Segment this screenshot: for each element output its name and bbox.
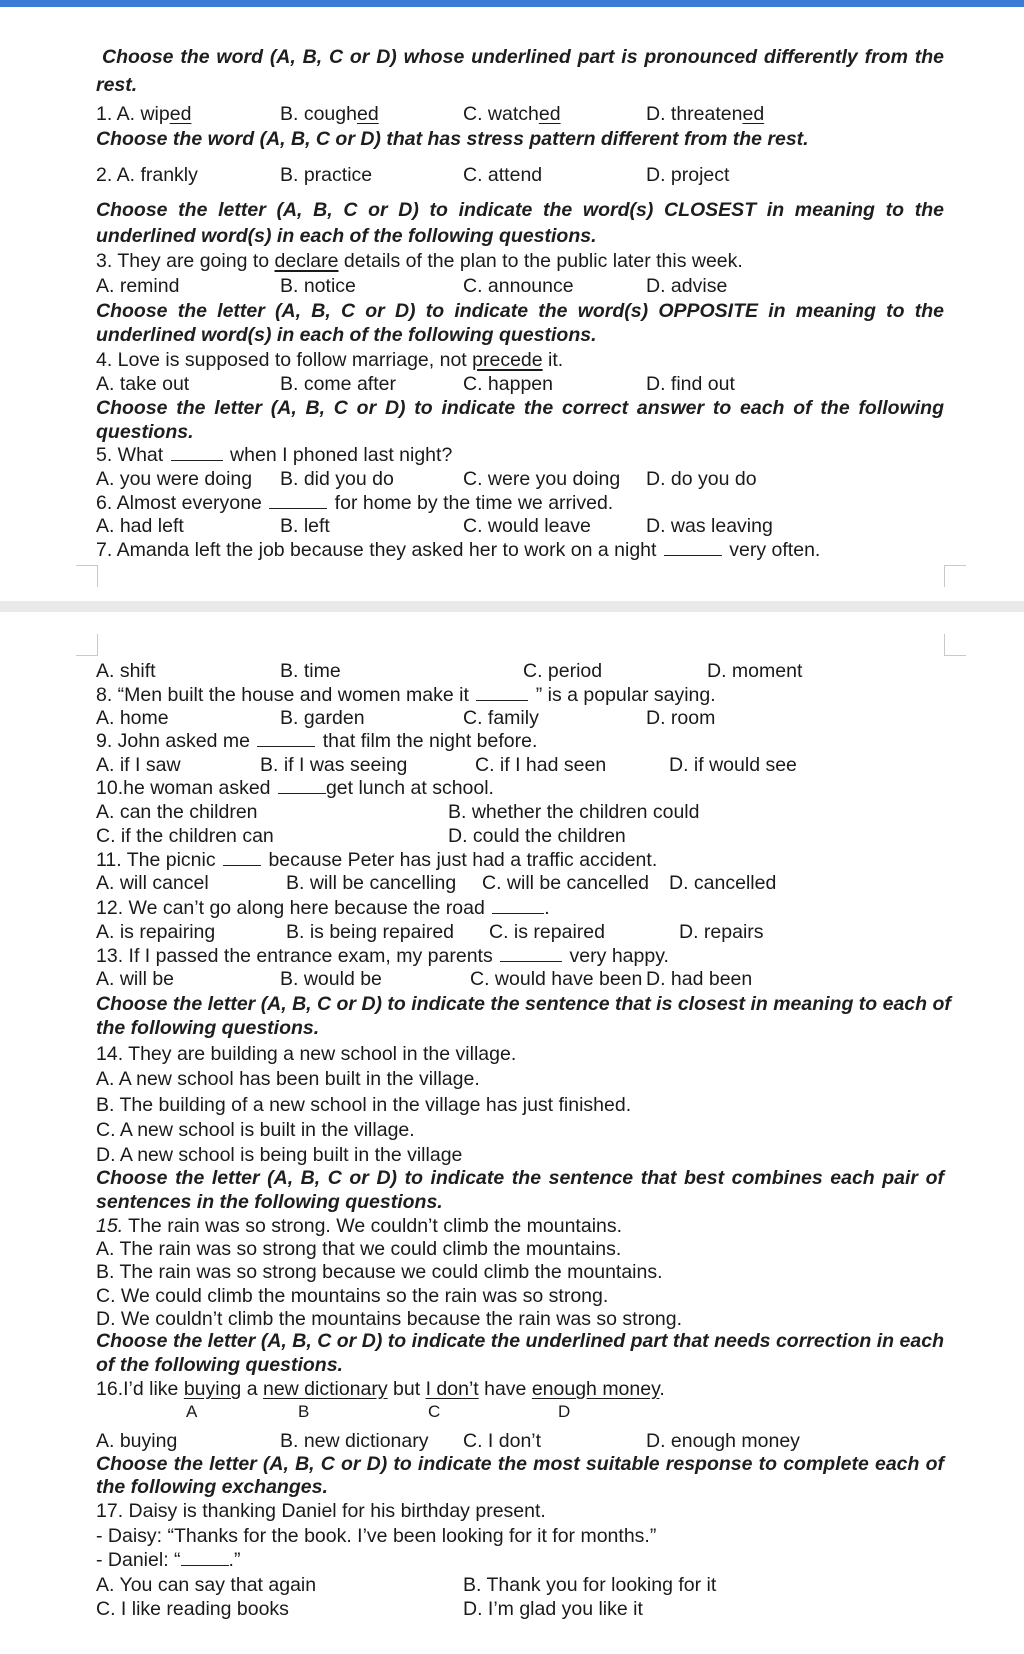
q17-daniel-line: - Daniel: “ .” [96,1549,241,1571]
q10-option-a: A. can the children [96,801,258,823]
instruction-correction: Choose the letter (A, B, C or D) to indicate the underlined part that needs correction in each [96,1330,944,1352]
q4-option-a: A. take out [96,373,190,395]
q15-option-a: A. The rain was so strong that we could climb the mountains. [96,1238,622,1260]
answer-blank [171,444,223,461]
q12-option-c: C. is repaired [489,921,605,943]
q8-option-c: C. family [463,707,539,729]
q12-option-d: D. repairs [679,921,764,943]
q1-option-c: C. watched [463,103,561,125]
q9-option-c: C. if I had seen [475,754,607,776]
instruction-correct-answer-cont: questions. [96,421,194,443]
q5-option-b: B. did you do [280,468,394,490]
q4-stem: 4. Love is supposed to follow marriage, not precede it. [96,349,564,371]
q8-option-d: D. room [646,707,716,729]
q15-option-b: B. The rain was so strong because we could climb the mountains. [96,1261,663,1283]
instruction-closest-cont: underlined word(s) in each of the following questions. [96,225,597,247]
q6-stem: 6. Almost everyone for home by the time we arrived. [96,492,614,514]
q16-option-b: B. new dictionary [280,1430,429,1452]
crop-mark [76,565,98,587]
q11-option-a: A. will cancel [96,872,209,894]
q13-option-c: C. would have been [470,968,643,990]
instruction-response: Choose the letter (A, B, C or D) to indicate the most suitable response to complete each of [96,1453,944,1475]
answer-blank [492,897,544,914]
q16-label-d: D [558,1402,571,1421]
q15-option-d: D. We couldn’t climb the mountains because the rain was so strong. [96,1308,683,1330]
crop-mark [76,634,98,656]
q12-option-a: A. is repairing [96,921,216,943]
q13-option-d: D. had been [646,968,753,990]
q14-option-c: C. A new school is built in the village. [96,1119,415,1141]
instruction-opposite-cont: underlined word(s) in each of the following questions. [96,324,597,346]
q17-option-a: A. You can say that again [96,1574,317,1596]
q7-option-d: D. moment [707,660,803,682]
q16-option-a: A. buying [96,1430,178,1452]
page-2 [0,612,1024,1654]
q14-stem: 14. They are building a new school in the village. [96,1043,517,1065]
q6-option-b: B. left [280,515,330,537]
q11-option-b: B. will be cancelling [286,872,457,894]
crop-mark [944,565,966,587]
q11-option-c: C. will be cancelled [482,872,649,894]
q3-stem: 3. They are going to declare details of the plan to the public later this week. [96,250,743,272]
instruction-opposite: Choose the letter (A, B, C or D) to indicate the word(s) OPPOSITE in meaning to the [96,300,944,322]
answer-blank [181,1549,229,1566]
q17-stem: 17. Daisy is thanking Daniel for his birthday present. [96,1500,546,1522]
q13-option-b: B. would be [280,968,382,990]
q17-option-b: B. Thank you for looking for it [463,1574,717,1596]
q8-option-a: A. home [96,707,169,729]
q10-option-d: D. could the children [448,825,626,847]
q10-option-c: C. if the children can [96,825,274,847]
q8-stem: 8. “Men built the house and women make it ” is a popular saying. [96,684,716,706]
instruction-combine: Choose the letter (A, B, C or D) to indicate the sentence that best combines each pair of [96,1167,944,1189]
q14-option-d: D. A new school is being built in the village [96,1144,463,1166]
instruction-combine-cont: sentences in the following questions. [96,1191,443,1213]
q6-option-d: D. was leaving [646,515,773,537]
q3-option-c: C. announce [463,275,574,297]
instruction-closest-sentence-cont: the following questions. [96,1017,320,1039]
q7-option-b: B. time [280,660,341,682]
q6-option-c: C. would leave [463,515,591,537]
q1-option-a: 1. A. wiped [96,103,192,125]
q7-option-c: C. period [523,660,603,682]
q14-option-b: B. The building of a new school in the village has just finished. [96,1094,632,1116]
q13-option-a: A. will be [96,968,175,990]
q5-option-d: D. do you do [646,468,757,490]
q4-option-b: B. come after [280,373,396,395]
instruction-correction-cont: of the following questions. [96,1354,343,1376]
q15-stem: 15. The rain was so strong. We couldn’t climb the mountains. [96,1215,623,1237]
instruction-response-cont: the following exchanges. [96,1476,328,1498]
answer-blank [664,539,722,556]
answer-blank [269,492,327,509]
q4-option-d: D. find out [646,373,735,395]
answer-blank [223,849,261,866]
q7-option-a: A. shift [96,660,156,682]
q1-option-d: D. threatened [646,103,765,125]
q5-option-a: A. you were doing [96,468,253,490]
q17-option-d: D. I’m glad you like it [463,1598,643,1620]
page-1 [0,7,1024,601]
q2-option-b: B. practice [280,164,373,186]
answer-blank [257,730,315,747]
q9-stem: 9. John asked me that film the night before. [96,730,538,752]
crop-mark [944,634,966,656]
q16-label-c: C [428,1402,441,1421]
q5-option-c: C. were you doing [463,468,621,490]
q14-option-a: A. A new school has been built in the village. [96,1068,480,1090]
top-accent-bar [0,0,1024,7]
instruction-pronunciation: Choose the word (A, B, C or D) whose underlined part is pronounced differently from the [102,46,944,68]
q13-stem: 13. If I passed the entrance exam, my parents very happy. [96,945,669,967]
q9-option-b: B. if I was seeing [260,754,408,776]
q16-stem: 16.I’d like buying a new dictionary but I don’t have enough money. [96,1378,665,1400]
q2-option-c: C. attend [463,164,543,186]
instruction-pronunciation-cont: rest. [96,74,138,96]
instruction-stress: Choose the word (A, B, C or D) that has stress pattern different from the rest. [96,128,809,150]
q4-option-c: C. happen [463,373,553,395]
q3-option-d: D. advise [646,275,728,297]
q17-daisy-line: - Daisy: “Thanks for the book. I’ve been looking for it for months.” [96,1525,657,1547]
q12-option-b: B. is being repaired [286,921,455,943]
q7-stem: 7. Amanda left the job because they asked her to work on a night very often. [96,539,821,561]
q12-stem: 12. We can’t go along here because the road . [96,897,550,919]
q10-stem: 10.he woman asked get lunch at school. [96,777,494,799]
q16-option-c: C. I don’t [463,1430,542,1452]
q11-option-d: D. cancelled [669,872,777,894]
q11-stem: 11. The picnic because Peter has just had a traffic accident. [96,849,658,871]
q8-option-b: B. garden [280,707,365,729]
instruction-closest-sentence: Choose the letter (A, B, C or D) to indicate the sentence that is closest in meaning to each of [96,993,951,1015]
q3-option-b: B. notice [280,275,356,297]
q1-option-b: B. coughed [280,103,379,125]
instruction-closest: Choose the letter (A, B, C or D) to indicate the word(s) CLOSEST in meaning to the [96,199,944,221]
answer-blank [476,684,528,701]
q16-option-d: D. enough money [646,1430,800,1452]
answer-blank [500,945,562,962]
q15-option-c: C. We could climb the mountains so the rain was so strong. [96,1285,609,1307]
q2-option-a: 2. A. frankly [96,164,198,186]
q16-label-a: A [186,1402,198,1421]
q5-stem: 5. What when I phoned last night? [96,444,453,466]
q17-option-c: C. I like reading books [96,1598,289,1620]
answer-blank [278,777,326,794]
q16-label-b: B [298,1402,310,1421]
q9-option-a: A. if I saw [96,754,181,776]
page-separator [0,601,1024,612]
q3-option-a: A. remind [96,275,180,297]
q9-option-d: D. if would see [669,754,797,776]
q2-option-d: D. project [646,164,730,186]
q6-option-a: A. had left [96,515,184,537]
q10-option-b: B. whether the children could [448,801,700,823]
instruction-correct-answer: Choose the letter (A, B, C or D) to indicate the correct answer to each of the following [96,397,944,419]
